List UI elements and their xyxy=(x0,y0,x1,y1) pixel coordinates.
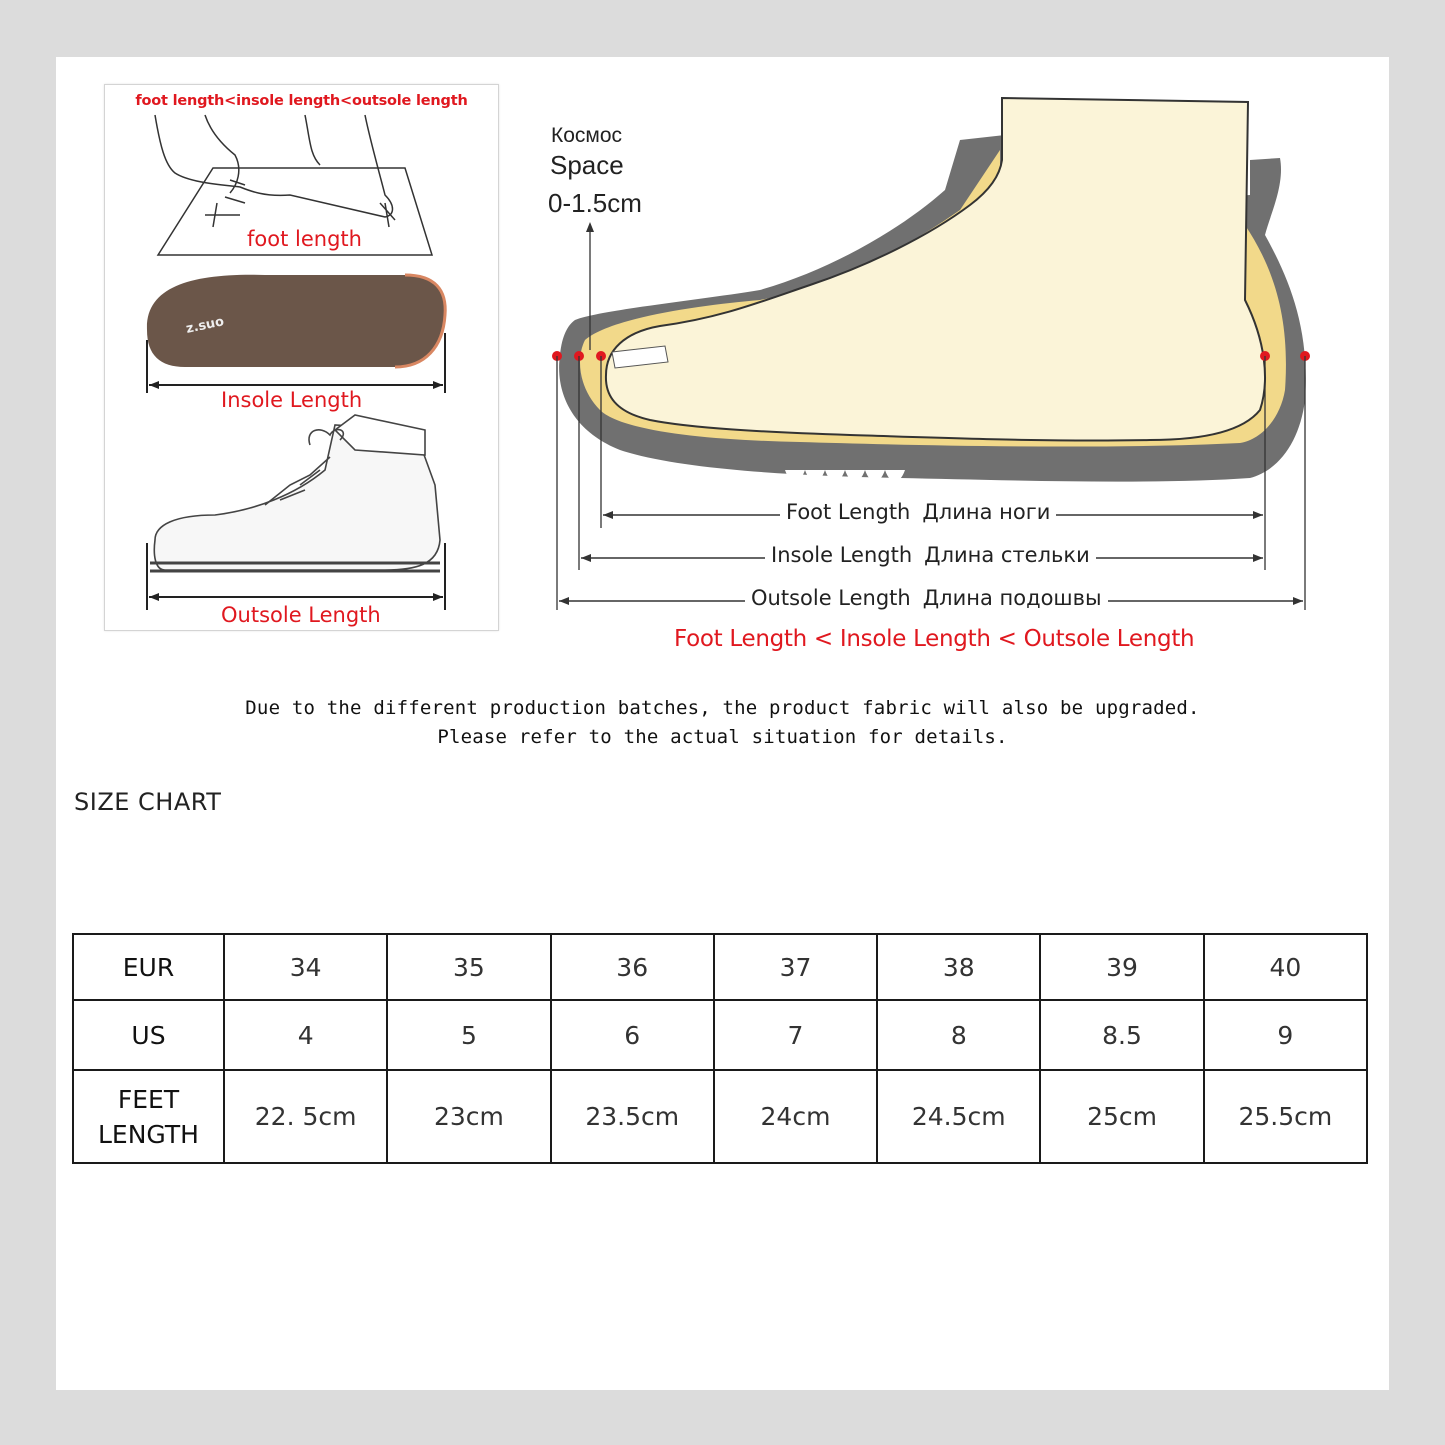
size-chart-title: SIZE CHART xyxy=(74,788,222,816)
shoe-crosssection-icon xyxy=(0,0,1445,700)
table-row-feet-length xyxy=(73,1070,1367,1163)
table-cell: 8.5 xyxy=(1040,1000,1203,1070)
panel-title: foot length<insole length<outsole length xyxy=(135,93,468,109)
table-cell: 5 xyxy=(387,1000,550,1070)
outsole-length-ru: Длина подошвы xyxy=(917,586,1108,610)
insole-length-en: Insole Length xyxy=(765,543,918,567)
outsole-length-label: Outsole Length xyxy=(221,603,381,627)
outsole-length-en: Outsole Length xyxy=(745,586,917,610)
space-label-en: Space xyxy=(550,150,624,180)
table-cell: 6 xyxy=(551,1000,714,1070)
table-cell: 22. 5cm xyxy=(224,1070,387,1163)
table-cell: 25cm xyxy=(1040,1070,1203,1163)
insole-length-label: Insole Length xyxy=(221,388,363,412)
size-chart-table xyxy=(72,933,1368,1164)
table-row-eur xyxy=(73,934,1367,1000)
row-label: EUR xyxy=(73,934,224,1000)
notice-line-2: Please refer to the actual situation for details. xyxy=(437,726,1008,748)
table-cell: 40 xyxy=(1204,934,1367,1000)
table-cell: 9 xyxy=(1204,1000,1367,1070)
space-label-ru: Космос xyxy=(551,124,623,147)
table-cell: 36 xyxy=(551,934,714,1000)
foot-length-en: Foot Length xyxy=(780,500,916,524)
foot-length-label: foot length xyxy=(247,227,362,251)
table-cell: 23.5cm xyxy=(551,1070,714,1163)
svg-text:z.suo: z.suo xyxy=(184,314,226,337)
table-cell: 24.5cm xyxy=(877,1070,1040,1163)
table-cell: 23cm xyxy=(387,1070,550,1163)
insole-length-ru: Длина стельки xyxy=(918,543,1096,567)
table-row-us xyxy=(73,1000,1367,1070)
row-label: US xyxy=(73,1000,224,1070)
row-label: FEET LENGTH xyxy=(73,1070,224,1163)
outsole-length-measure xyxy=(745,586,1108,610)
foot-length-ru: Длина ноги xyxy=(916,500,1056,524)
table-cell: 4 xyxy=(224,1000,387,1070)
space-value: 0-1.5cm xyxy=(548,188,642,218)
length-comparison: Foot Length < Insole Length < Outsole Length xyxy=(674,626,1195,652)
table-cell: 7 xyxy=(714,1000,877,1070)
table-cell: 39 xyxy=(1040,934,1203,1000)
table-cell: 24cm xyxy=(714,1070,877,1163)
table-cell: 38 xyxy=(877,934,1040,1000)
table-cell: 8 xyxy=(877,1000,1040,1070)
insole-length-measure xyxy=(765,543,1096,567)
table-cell: 25.5cm xyxy=(1204,1070,1367,1163)
table-cell: 37 xyxy=(714,934,877,1000)
table-cell: 35 xyxy=(387,934,550,1000)
table-cell: 34 xyxy=(224,934,387,1000)
notice-line-1: Due to the different production batches, the product fabric will also be upgraded. xyxy=(245,697,1200,719)
foot-length-measure xyxy=(780,500,1056,524)
